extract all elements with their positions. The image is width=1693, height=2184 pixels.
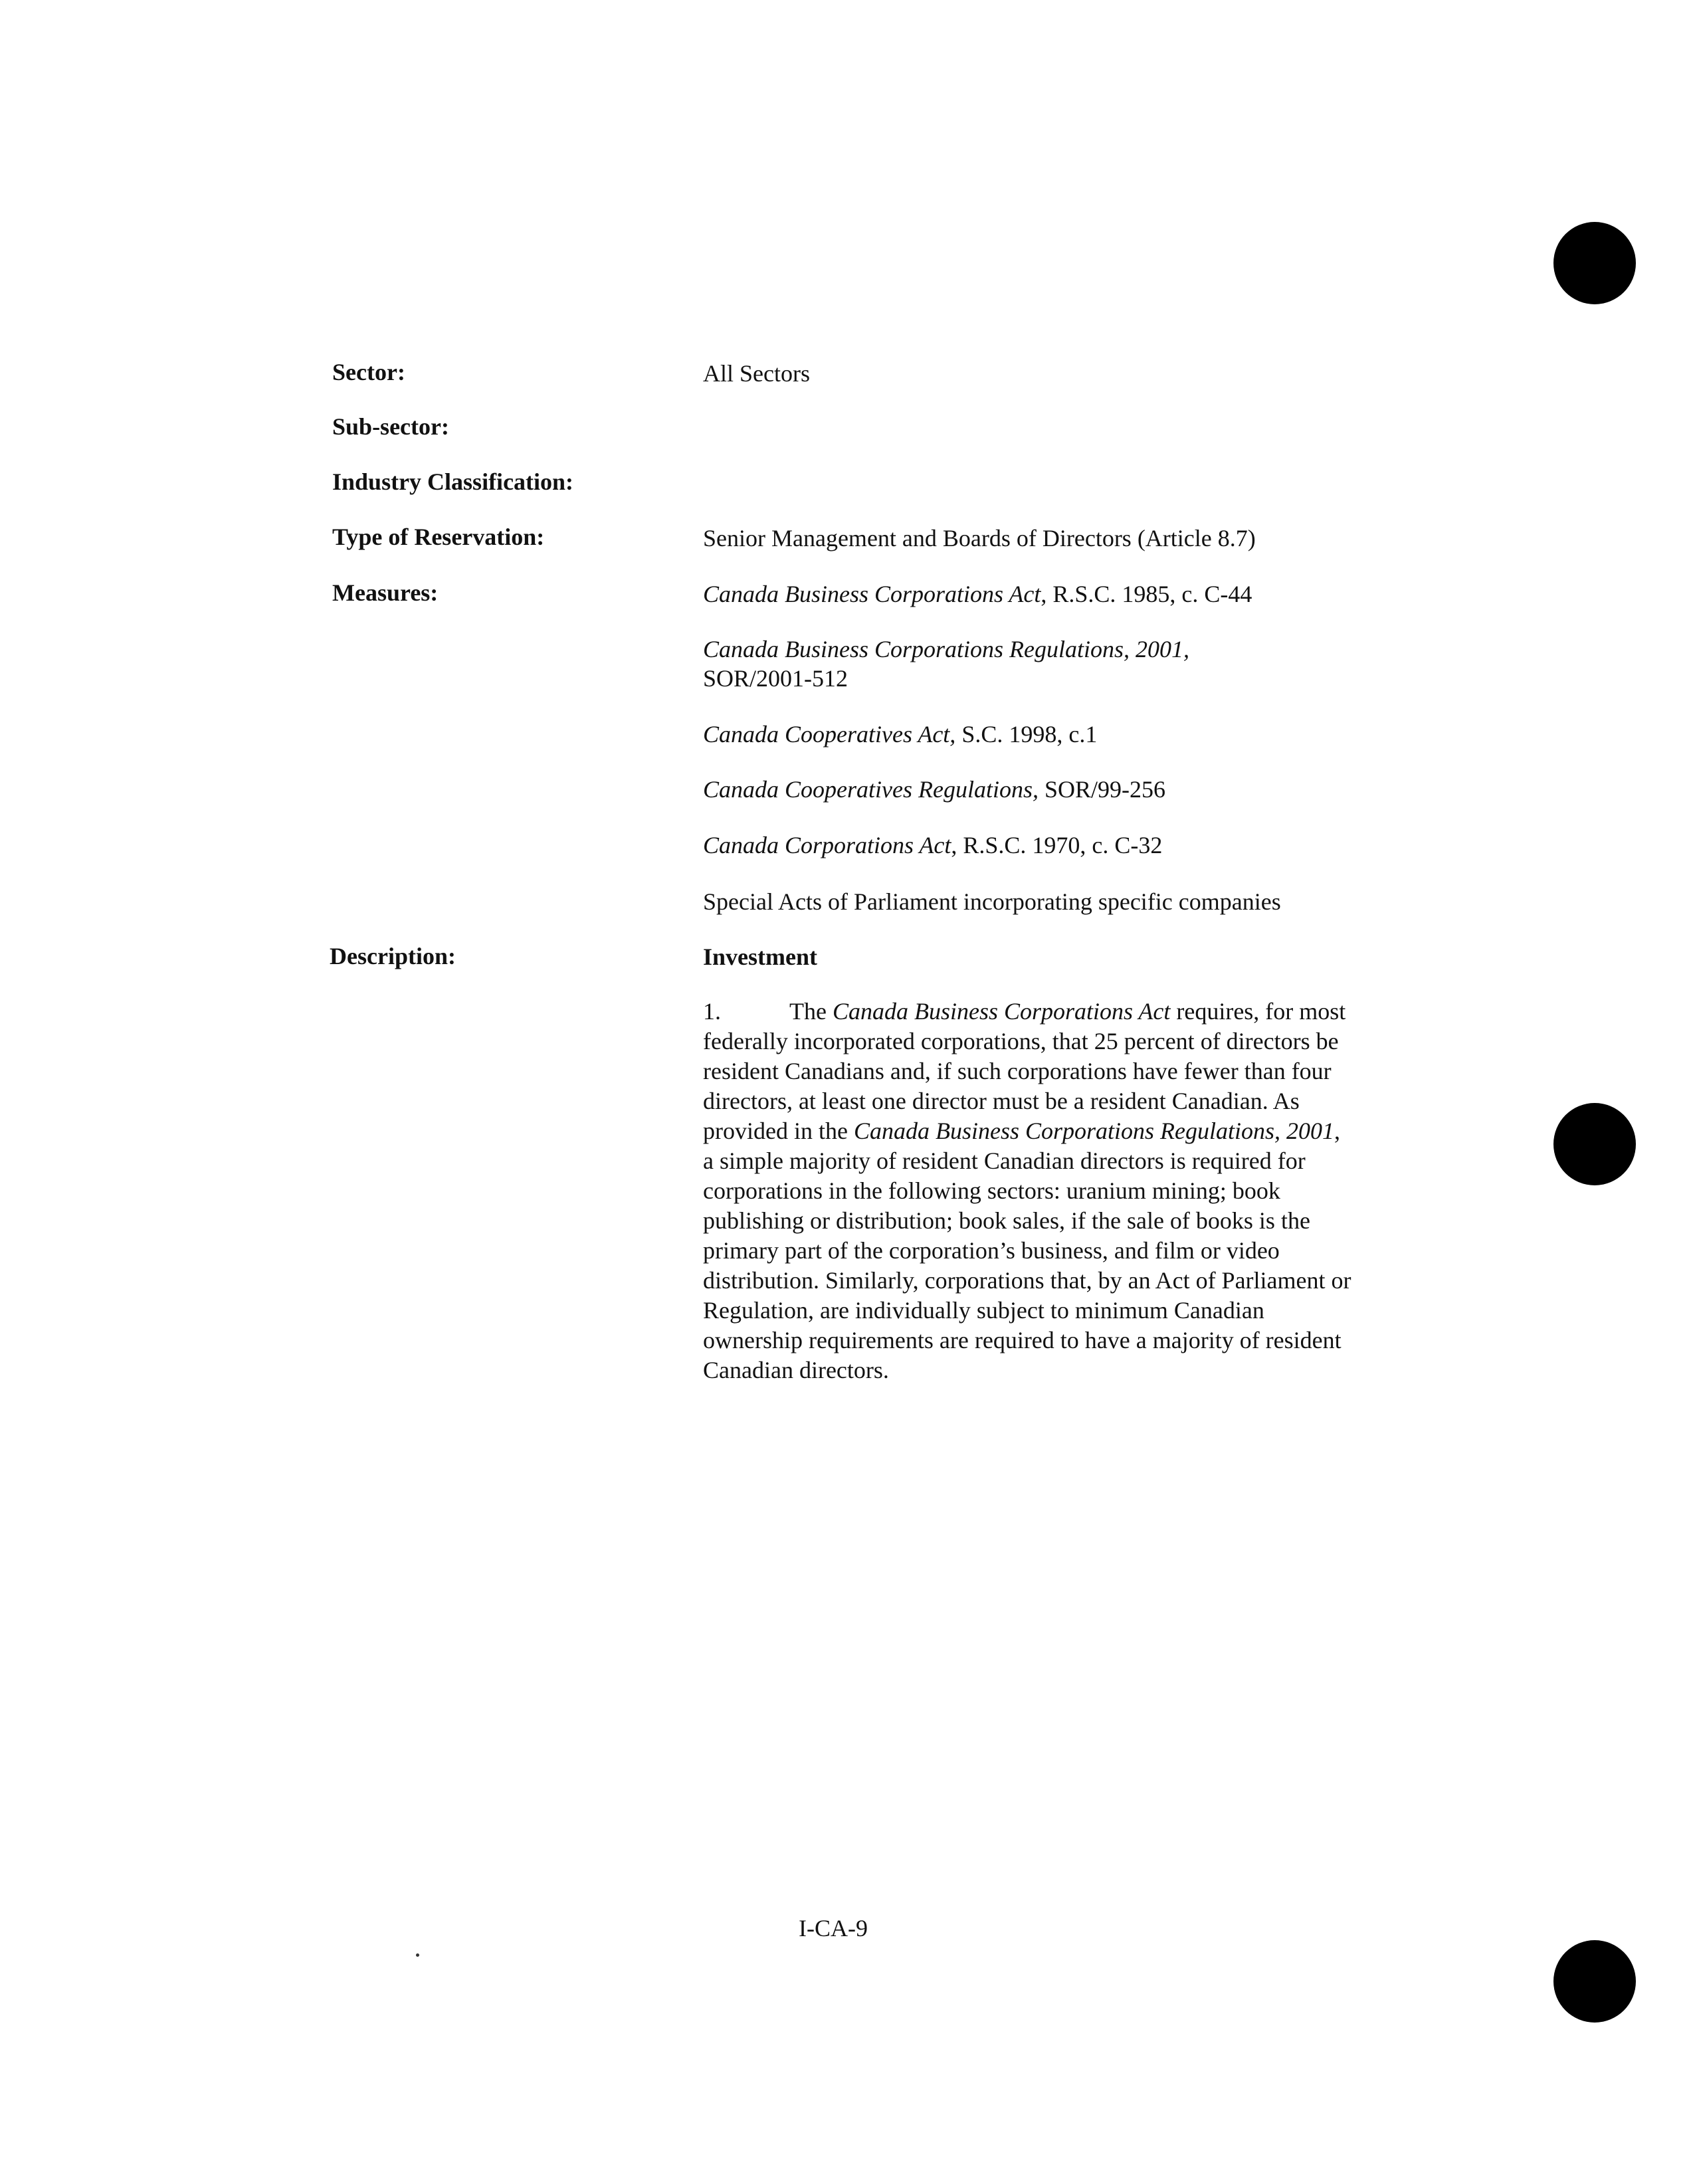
measure-citation: S.C. 1998, c.1 [955, 721, 1098, 747]
measure-item [703, 831, 1162, 860]
measure-item [703, 579, 1252, 609]
measures-label: Measures: [332, 579, 439, 606]
page-number: I-CA-9 [799, 1915, 868, 1941]
measure-title: Canada Corporations Act [703, 832, 951, 858]
description-heading: Investment [703, 943, 817, 970]
paragraph-text: , a simple majority of resident Canadian directors is required for corporations in the following sectors: uranium mining; book publishing or distribution; book sales, if the sale of books is the primary part of the corporation’s business, and film or video distribution. Similarly, corporations that, by an Act of Parliament or Regulation, are individually subject to minimum Canadian ownership requirements are required to have a majority of resident Canadian directors. [703, 1118, 1351, 1383]
binder-hole-middle [1553, 1103, 1636, 1185]
measure-citation: SOR/99-256 [1038, 776, 1165, 803]
description-label: Description: [330, 943, 456, 969]
type-of-reservation-label: Type of Reservation: [332, 524, 545, 550]
measure-item [703, 720, 1097, 749]
binder-hole-top [1553, 222, 1636, 304]
measure-title: Canada Cooperatives Act, [703, 721, 956, 747]
paragraph-italic: Canada Business Corporations Act [832, 998, 1171, 1025]
measure-citation: Special Acts of Parliament incorporating specific companies [703, 888, 1281, 915]
binder-hole-bottom [1553, 1940, 1636, 2023]
paragraph-italic: Canada Business Corporations Regulations, 2001 [853, 1118, 1334, 1144]
description-paragraph [703, 997, 1354, 1385]
paragraph-number: 1. [703, 998, 721, 1025]
sub-sector-label: Sub-sector: [332, 413, 449, 440]
sector-value: All Sectors [703, 360, 810, 387]
measure-item [703, 887, 1281, 916]
measure-citation: SOR/2001-512 [703, 665, 848, 692]
measure-title: Canada Business Corporations Regulations, 2001, [703, 636, 1190, 662]
measure-citation: , R.S.C. 1970, c. C-32 [951, 832, 1163, 858]
measure-citation: , R.S.C. 1985, c. C-44 [1041, 581, 1252, 607]
measure-item [703, 775, 1165, 804]
paragraph-text: requires, for most federally incorporated corporations, that 25 percent of directors be resident Canadians and, if such corporations have fewer than four directors, at least one director must be a resident Canadian. As provided in the [703, 998, 1346, 1144]
industry-classification-label: Industry Classification: [332, 468, 574, 495]
measure-title: Canada Business Corporations Act [703, 581, 1041, 607]
measure-item [703, 635, 1189, 693]
sector-label: Sector: [332, 359, 405, 385]
measure-title: Canada Cooperatives Regulations, [703, 776, 1039, 803]
paragraph-text: The [789, 998, 833, 1025]
scan-speck [416, 1953, 419, 1957]
type-of-reservation-value: Senior Management and Boards of Directors (Article 8.7) [703, 525, 1256, 551]
